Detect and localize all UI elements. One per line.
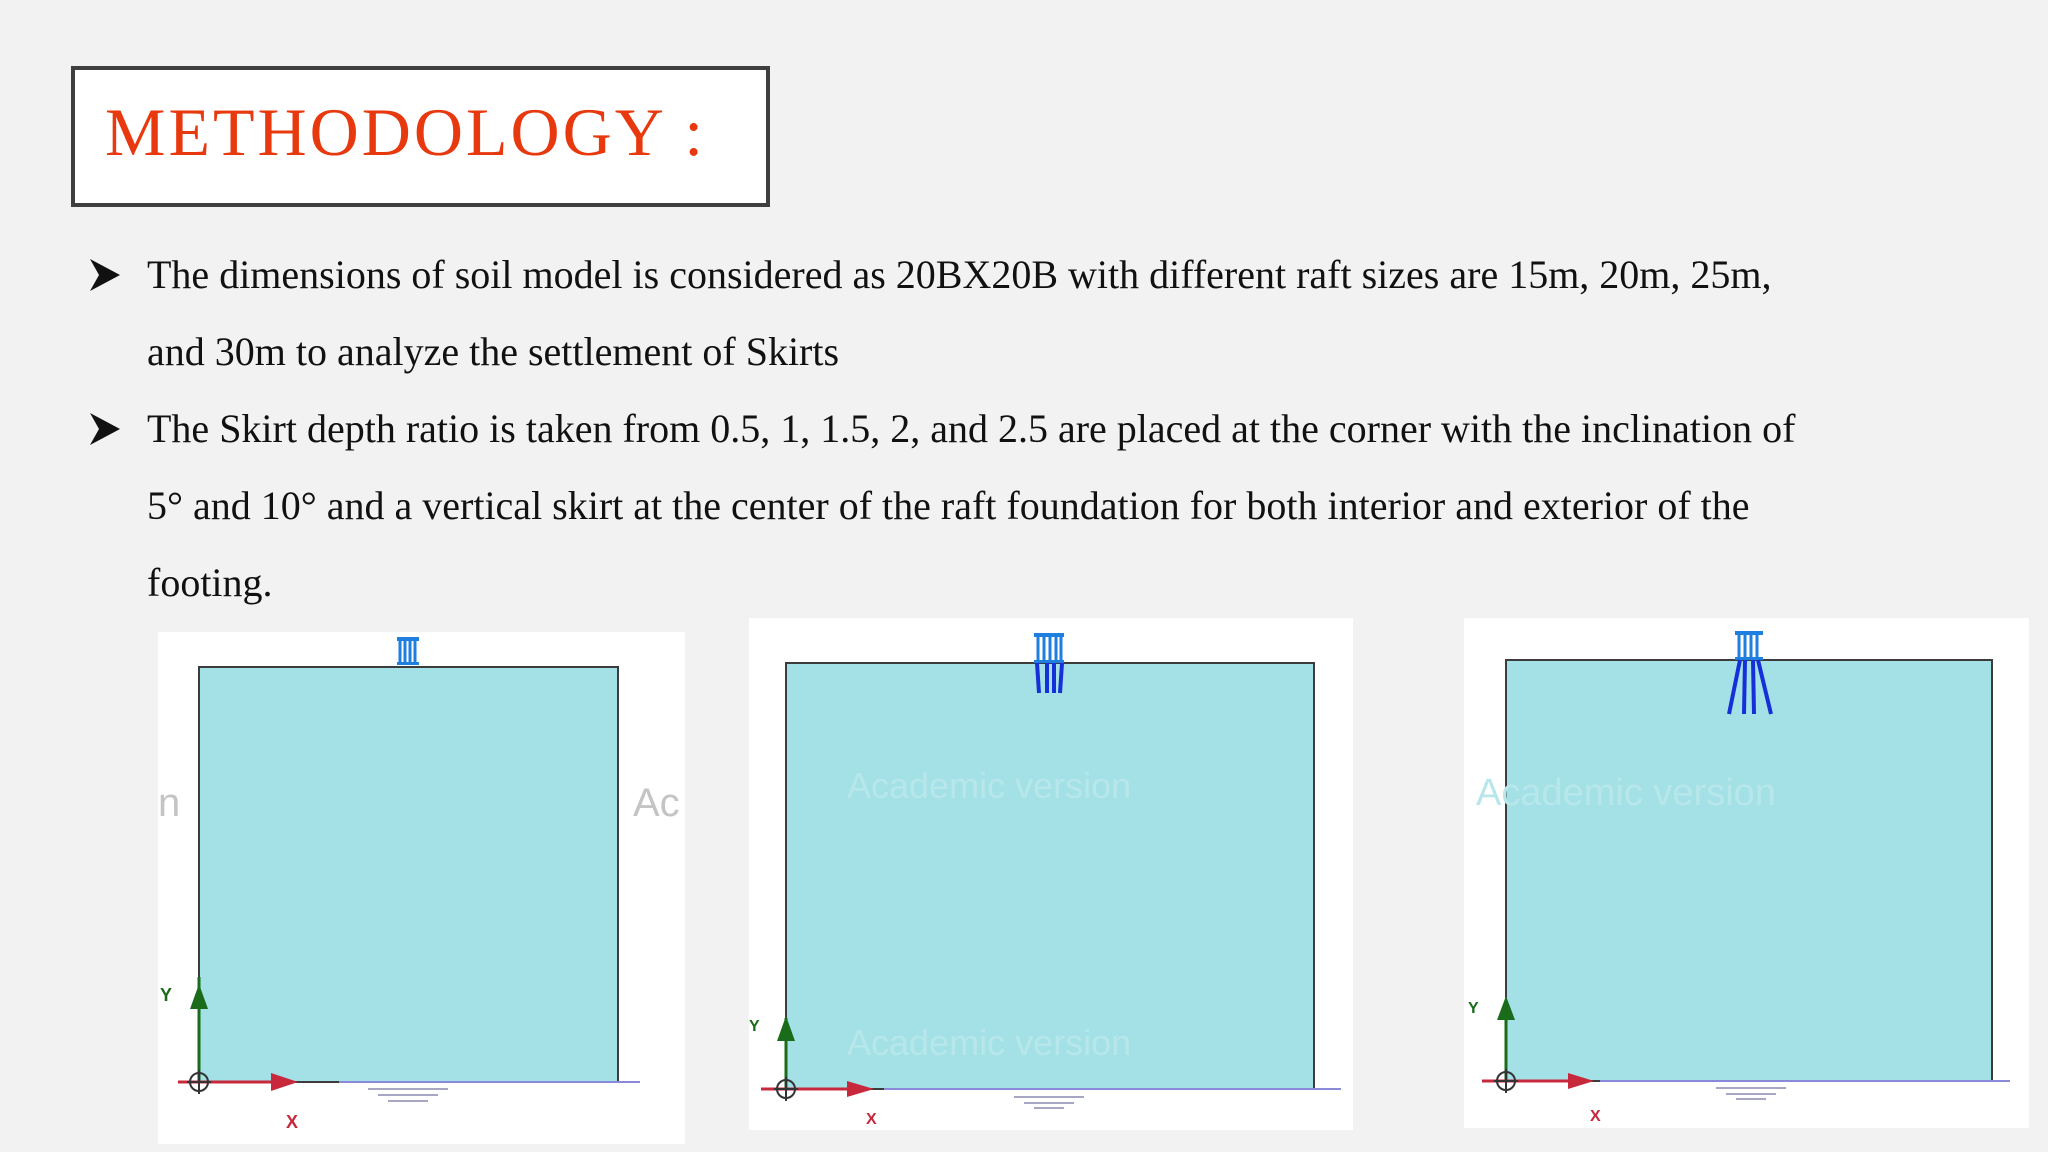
soil-model-figure-1	[158, 632, 685, 1144]
watermark-text: Academic version	[847, 765, 1132, 806]
soil-domain	[199, 667, 618, 1082]
x-axis-label: X	[866, 1111, 877, 1128]
arrowhead-bullet-icon	[88, 409, 124, 449]
soil-model-figure-3	[1464, 618, 2029, 1128]
watermark-text: Ac	[633, 781, 680, 825]
soil-domain	[1506, 660, 1992, 1081]
bullet-text-line: The dimensions of soil model is considered as 20BX20B with different raft sizes are 15m, 20m, 25m,	[147, 252, 1772, 297]
bullet-text-line: footing.	[147, 560, 273, 605]
arrowhead-bullet-icon	[88, 255, 124, 295]
soil-model-figure-2	[749, 618, 1353, 1130]
watermark-text: Academic version	[1476, 772, 1776, 814]
distributed-load-icon	[397, 637, 419, 665]
watermark-text: Academic version	[847, 1022, 1132, 1063]
water-level-icon	[368, 1089, 448, 1101]
y-axis-label: Y	[160, 985, 173, 1005]
soil-model-diagram	[749, 618, 1353, 1130]
watermark-text: n	[158, 781, 181, 825]
title-box	[71, 66, 770, 207]
distributed-load-icon	[1735, 631, 1763, 660]
soil-model-diagram	[158, 632, 685, 1144]
bullet-text-line: and 30m to analyze the settlement of Skirts	[147, 329, 840, 374]
water-level-icon	[1716, 1088, 1786, 1099]
y-axis-label: Y	[749, 1018, 760, 1035]
soil-model-diagram	[1464, 618, 2029, 1128]
distributed-load-icon	[1034, 633, 1064, 663]
x-axis-label: X	[286, 1112, 299, 1132]
y-axis-label: Y	[1468, 1000, 1479, 1017]
bullet-text-line: 5° and 10° and a vertical skirt at the center of the raft foundation for both interior and exterior of the	[147, 483, 1750, 528]
x-axis-label: X	[1590, 1108, 1601, 1125]
slide-title: METHODOLOGY :	[105, 94, 707, 170]
bullet-text-line: The Skirt depth ratio is taken from 0.5, 1, 1.5, 2, and 2.5 are placed at the corner with the inclination of	[147, 406, 1796, 451]
water-level-icon	[1014, 1097, 1084, 1108]
